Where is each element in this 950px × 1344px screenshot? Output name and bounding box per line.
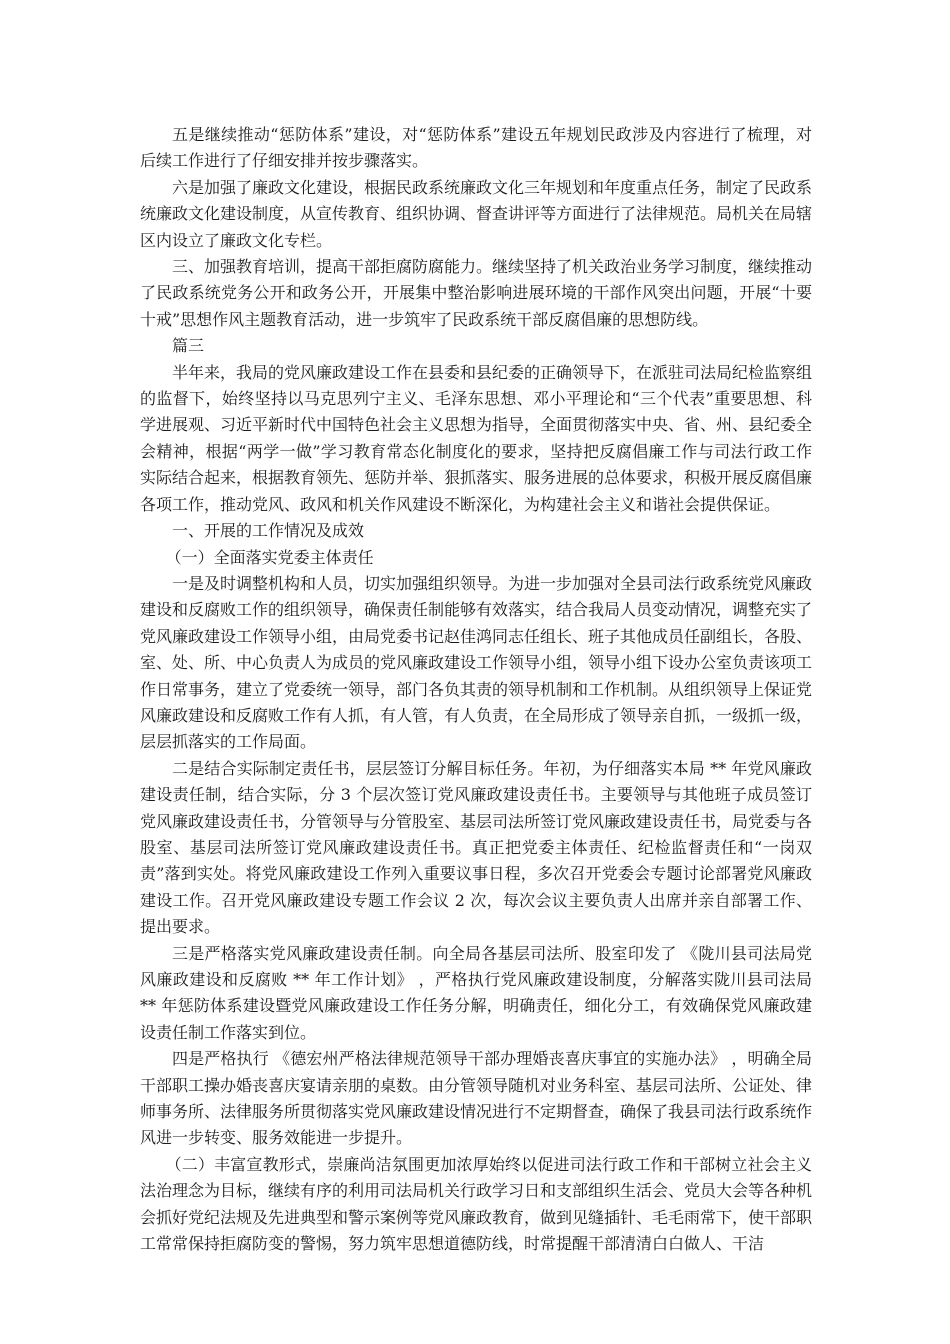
paragraph-item-1: 一是及时调整机构和人员，切实加强组织领导。为进一步加强对全县司法行政系统党风廉政建设和反腐败工作的组织领导，确保责任制能够有效落实，结合我局人员变动情况，调整充实了党风廉政建设工作领导小组，由局党委书记赵佳鸿同志任组长、班子其他成员任副组长，各股、室、处、所、中心负责人为成员的党风廉政建设工作领导小组，领导小组下设办公室负责该项工作日常事务，建立了党委统一领导，部门各负其责的领导机制和工作机制。从组织领导上保证党风廉政建设和反腐败工作有人抓，有人管，有人负责，在全局形成了领导亲自抓，一级抓一级，层层抓落实的工作局面。	[140, 573, 813, 752]
section-title-pian-san: 篇三	[172, 336, 205, 356]
paragraph-item-3: 三是严格落实党风廉政建设责任制。向全局各基层司法所、股室印发了 《陇川县司法局党风廉政建设和反腐败 ** 年工作计划》 ，严格执行党风廉政建设制度，分解落实陇川县司法局 ** 年惩防体系建设暨党风廉政建设工作任务分解，明确责任，细化分工，有效确保党风廉政建设责任制工作落实到位。	[140, 943, 812, 1042]
paragraph-intro: 半年来，我局的党风廉政建设工作在县委和县纪委的正确领导下，在派驻司法局纪检监察组的监督下，始终坚持以马克思列宁主义、毛泽东思想、邓小平理论和“三个代表”重要思想、科学进展观、习近平新时代中国特色社会主义思想为指导，全面贯彻落实中央、省、州、县纪委全会精神，根据“两学一做”学习教育常态化制度化的要求，坚持把反腐倡廉工作与司法行政工作实际结合起来，根据教育领先、惩防并举、狠抓落实、服务进展的总体要求，积极开展反腐倡廉各项工作，推动党风、政风和机关作风建设不断深化，为构建社会主义和谐社会提供保证。	[140, 362, 813, 514]
paragraph-2: 六是加强了廉政文化建设，根据民政系统廉政文化三年规划和年度重点任务，制定了民政系统廉政文化建设制度，从宣传教育、组织协调、督查讲评等方面进行了法律规范。局机关在局辖区内设立了廉政文化专栏。	[140, 177, 813, 250]
subsection-heading-1: （一）全面落实党委主体责任	[165, 547, 374, 567]
document-page	[140, 122, 812, 1257]
section-heading-1: 一、开展的工作情况及成效	[172, 521, 365, 541]
paragraph-1: 五是继续推动“惩防体系”建设，对“惩防体系”建设五年规划民政涉及内容进行了梳理，对后续工作进行了仔细安排并按步骤落实。	[140, 125, 812, 171]
paragraph-item-2: 二是结合实际制定责任书，层层签订分解目标任务。年初，为仔细落实本局 ** 年党风廉政建设责任制，结合实际，分 3 个层次签订党风廉政建设责任书。主要领导与其他班子成员签订党风廉政建设责任书，分管领导与分管股室、基层司法所签订党风廉政建设责任书，局党委与各股室、基层司法所签订党风廉政建设责任书。真正把党委主体责任、纪检监督责任和“一岗双责”落到实处。将党风廉政建设工作列入重要议事日程，多次召开党委会专题讨论部署党风廉政建设工作。召开党风廉政建设专题工作会议 2 次，每次会议主要负责人出席并亲自部署工作、提出要求。	[140, 758, 813, 937]
paragraph-subsection-2: （二）丰富宣教形式，崇廉尚洁氛围更加浓厚始终以促进司法行政工作和干部树立社会主义法治理念为目标，继续有序的利用司法局机关行政学习日和支部组织生活会、党员大会等各种机会抓好党纪法规及先进典型和警示案例等党风廉政教育，做到见缝插针、毛毛雨常下，使干部职工常常保持拒腐防变的警惕，努力筑牢思想道德防线，时常提醒干部清清白白做人、干洁	[140, 1154, 813, 1254]
paragraph-3: 三、加强教育培训，提高干部拒腐防腐能力。继续坚持了机关政治业务学习制度，继续推动了民政系统党务公开和政务公开，开展集中整治影响进展环境的干部作风突出问题，开展“十要十戒”思想作风主题教育活动，进一步筑牢了民政系统干部反腐倡廉的思想防线。	[140, 257, 813, 329]
paragraph-item-4: 四是严格执行 《德宏州严格法律规范领导干部办理婚丧喜庆事宜的实施办法》 ，明确全局干部职工操办婚丧喜庆宴请亲朋的桌数。由分管领导随机对业务科室、基层司法所、公证处、律师事务所、法律服务所贯彻落实党风廉政建设情况进行不定期督查，确保了我县司法行政系统作风进一步转变、服务效能进一步提升。	[140, 1049, 813, 1148]
